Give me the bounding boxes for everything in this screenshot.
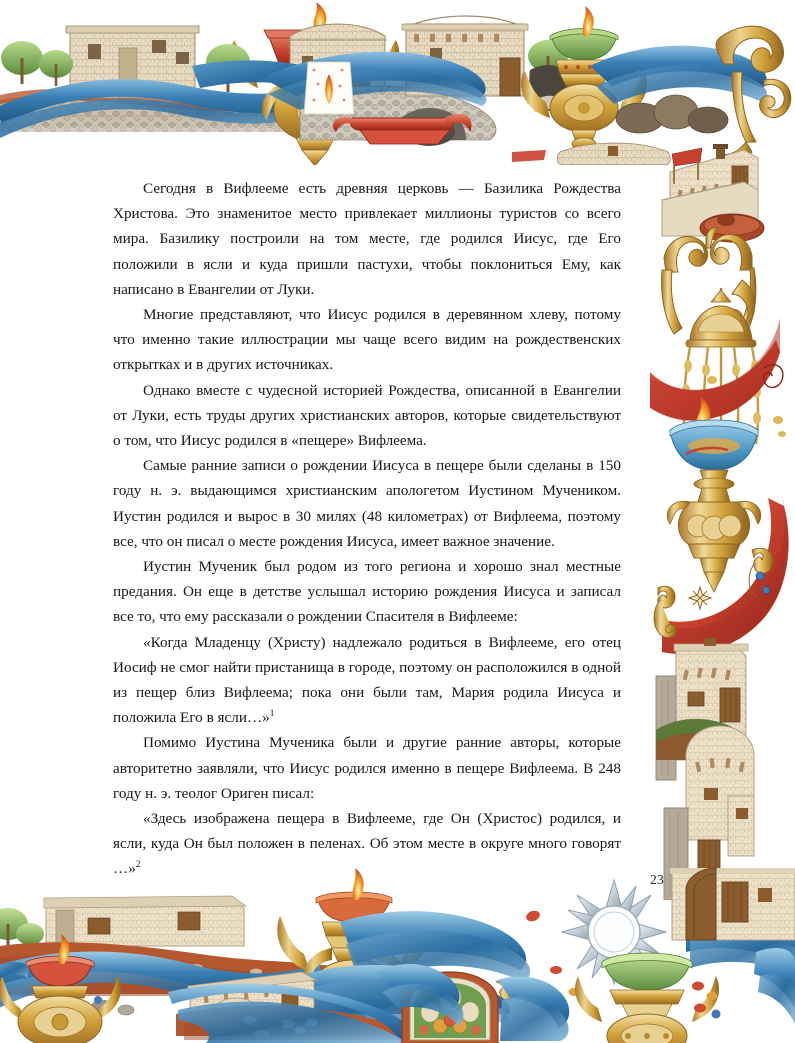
top-decorative-border <box>0 0 795 165</box>
paragraph-5 <box>113 554 621 630</box>
quote-justin-martyr <box>113 630 621 731</box>
paragraph-4 <box>113 453 621 554</box>
footnote-marker-1: 1 <box>269 709 275 720</box>
quote-origen-text: «Здесь изображена пещера в Вифлееме, где Он (Христос) родился, и ясли, куда Он был положен в пеленах. Об этом месте в округе много говорят …» <box>113 810 621 878</box>
paragraph-3-text: Однако вместе с чудесной историей Рождества, описанной в Евангелии от Луки, есть труды других христианских авторов, которые свидетельствуют о том, что Иисус родился в «пещере» Вифлеема. <box>113 381 621 450</box>
bottom-decorative-border <box>0 868 795 1043</box>
paragraph-1-text: Сегодня в Вифлееме есть древняя церковь — Базилика Рождества Христова. Это знаменитое место привлекает миллионы туристов со всего мира. Базилику построили на том месте, где родился Иисус, где Его положили в ясли и куда пришли пастухи, чтобы поклониться Ему, как написано в Евангелии от Луки. <box>113 180 621 298</box>
paragraph-7-text: Помимо Иустина Мученика были и другие ранние авторы, которые авторитетно заявляли, что Иисус родился именно в пещере Вифлеема. В 248 году н. э. теолог Ориген писал: <box>113 734 621 802</box>
paragraph-4-text: Самые ранние записи о рождении Иисуса в пещере были сделаны в 150 году н. э. выдающимся христианским апологетом Иустином Мучеником. Иустин родился и вырос в 30 милях (48 километрах) от Вифлеема, поэтому все, что он писал о месте рождения Иисуса, имеет важное значение. <box>113 457 621 550</box>
footnote-marker-2: 2 <box>135 860 141 871</box>
quote-origen <box>113 806 621 882</box>
paragraph-3 <box>113 378 621 454</box>
quote-justin-martyr-text: «Когда Младенцу (Христу) надлежало родиться в Вифлееме, его отец Иосиф не смог найти пристанища в городе, поэтому он расположился в одной из пещер близ Вифлеема; пока они были там, Мария родила Иисуса и положила Его в ясли…» <box>113 633 621 727</box>
paragraph-2 <box>113 302 621 378</box>
body-text-column <box>113 176 621 882</box>
paragraph-2-text: Многие представляют, что Иисус родился в деревянном хлеву, потому что именно такие иллюстрации мы чаще всего видим на рождественских открытках и в других источниках. <box>113 306 621 374</box>
right-decorative-border <box>648 140 795 900</box>
paragraph-7 <box>113 730 621 806</box>
paragraph-1 <box>113 176 621 302</box>
paragraph-5-text: Иустин Мученик был родом из того региона и хорошо знал местные предания. Он еще в детстве услышал историю рождения Иисуса и записал все то, что ему рассказали о рождении Спасителя в Вифлееме: <box>113 558 621 626</box>
page-number: 23 <box>650 872 665 887</box>
